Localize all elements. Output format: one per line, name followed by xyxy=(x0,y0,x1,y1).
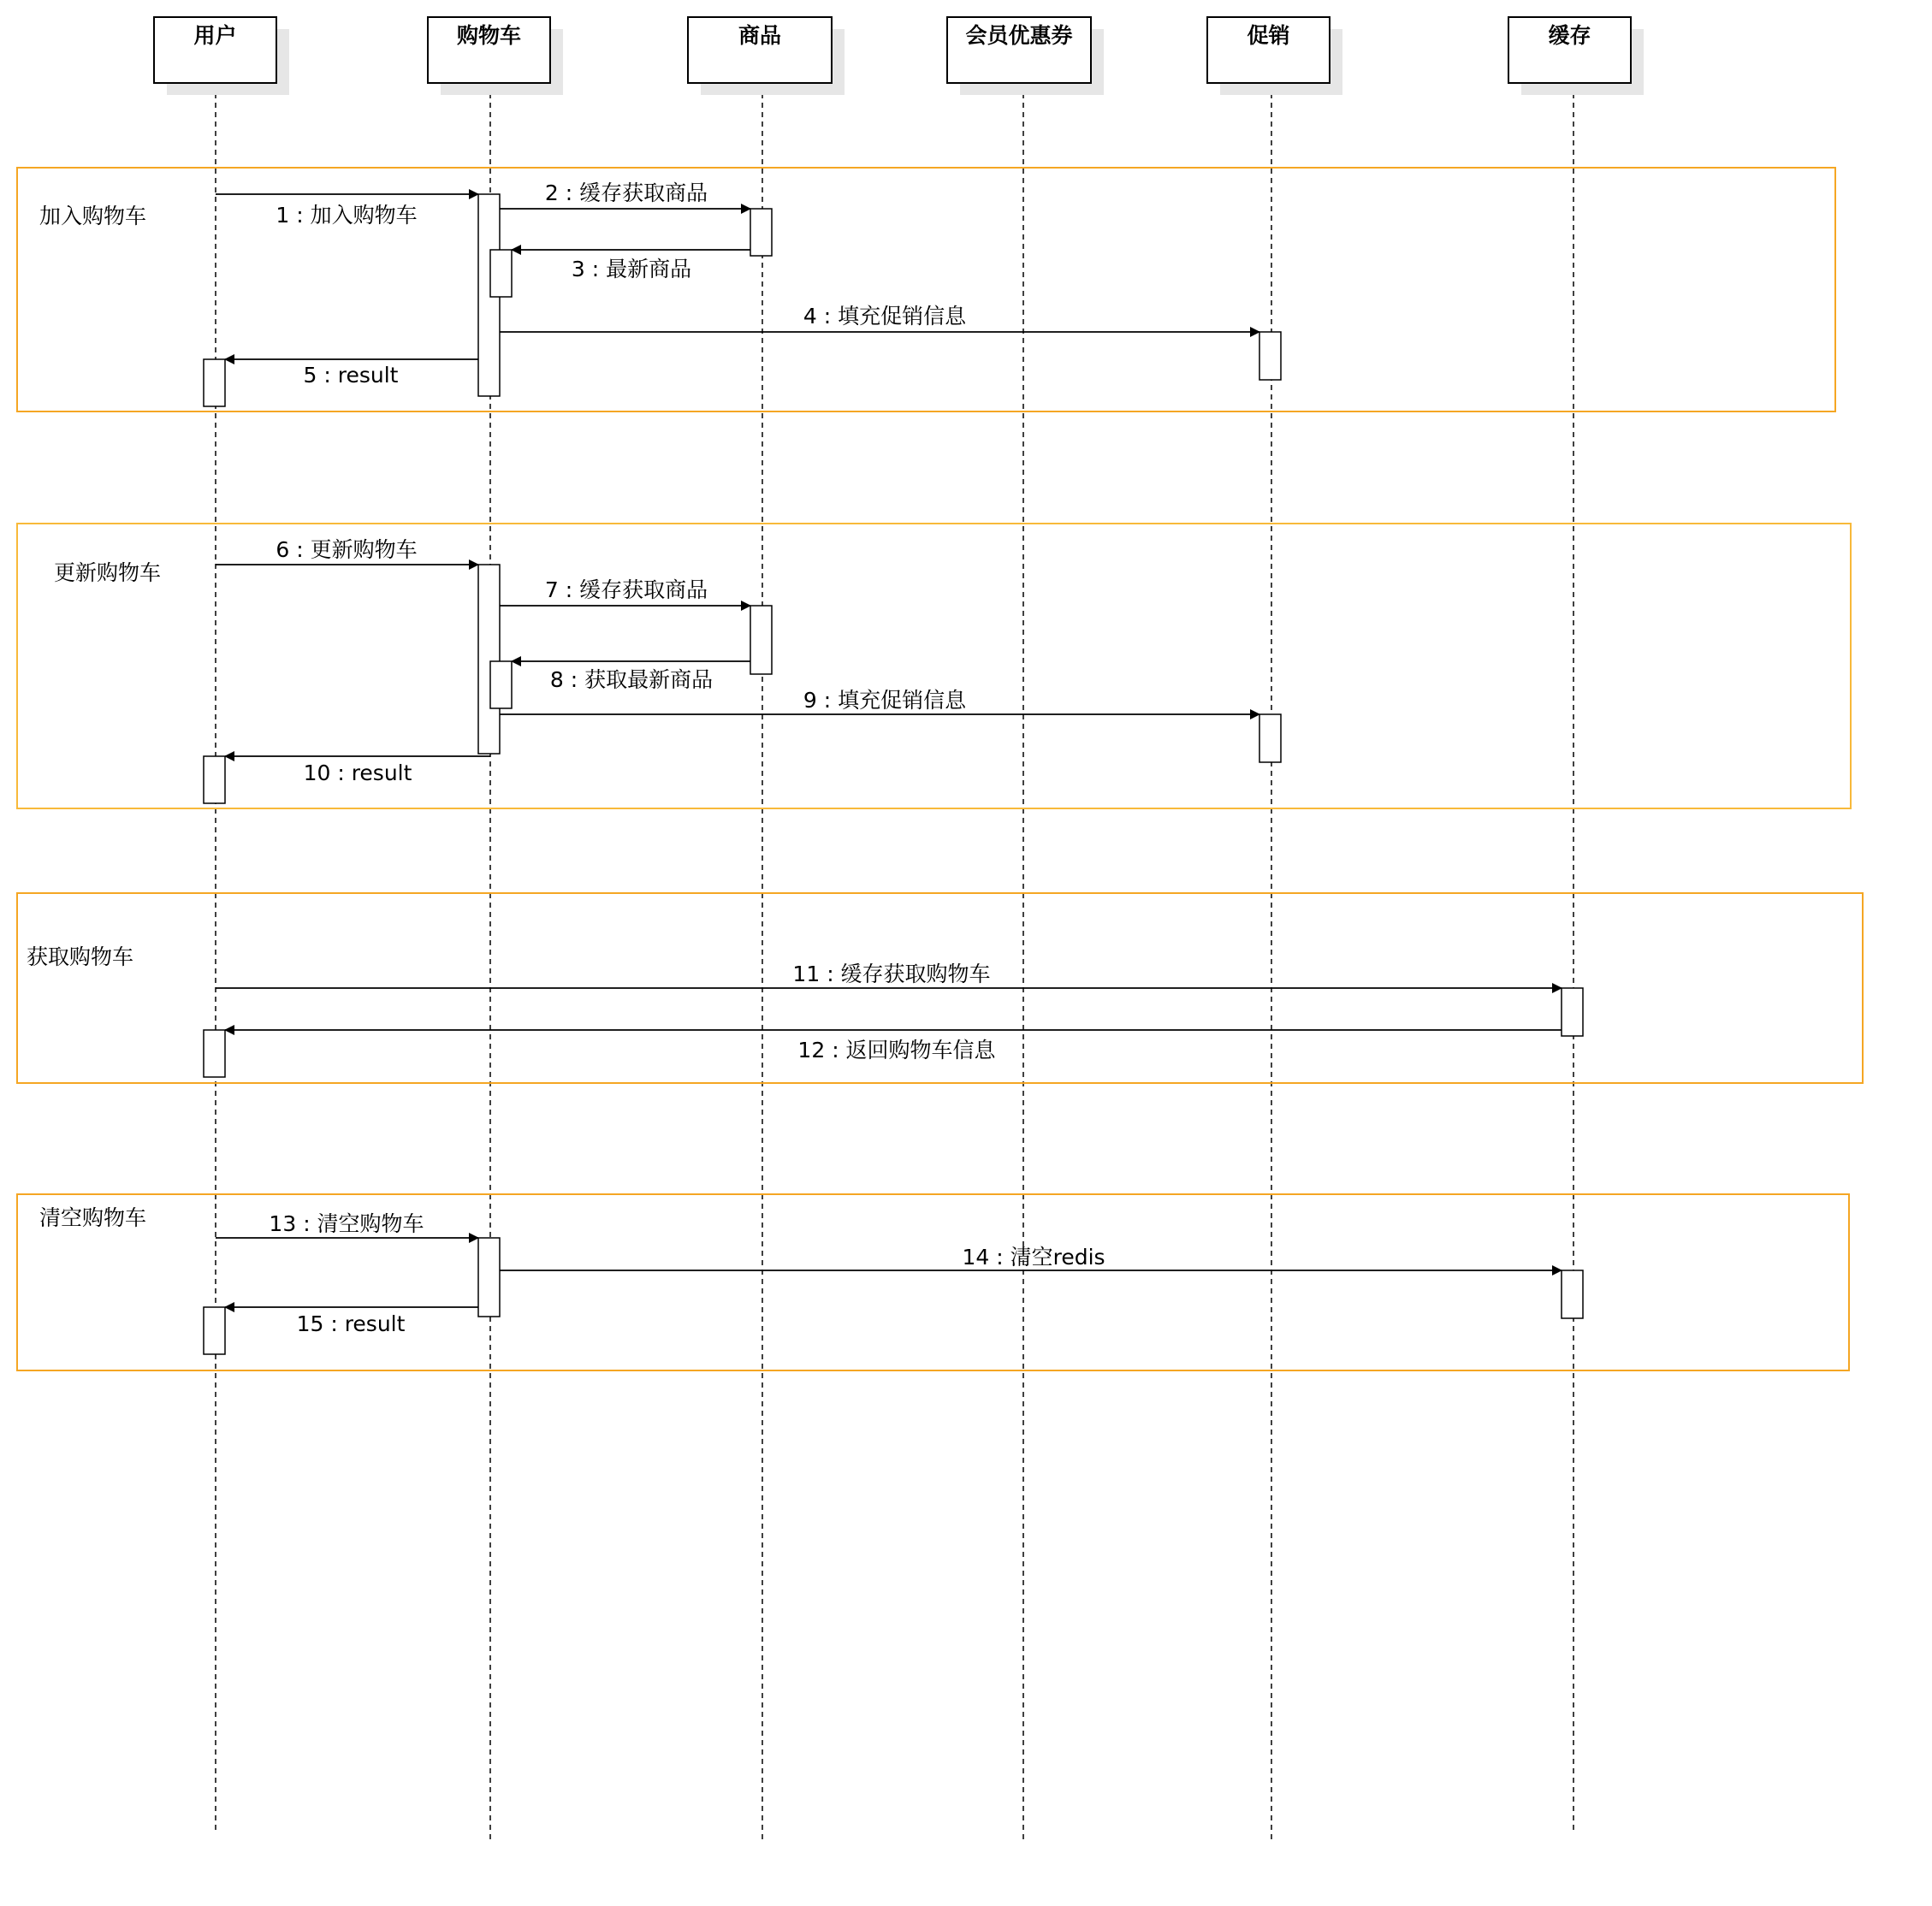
message-label-15: 15 : result xyxy=(296,1311,406,1336)
message-label-9: 9 : 填充促销信息 xyxy=(803,688,967,713)
lifelines xyxy=(216,84,1573,1839)
message-label-11: 11 : 缓存获取购物车 xyxy=(792,962,991,986)
participant-label-product: 商品 xyxy=(738,23,781,48)
message-arrows xyxy=(216,194,1562,1307)
participant-promo[interactable] xyxy=(1207,17,1342,95)
activation-cart-4 xyxy=(478,1238,500,1317)
message-label-14: 14 : 清空redis xyxy=(962,1245,1105,1270)
participant-label-coupon: 会员优惠券 xyxy=(965,23,1073,48)
activation-promo-2 xyxy=(1259,714,1281,762)
activation-cache-4 xyxy=(1562,1270,1583,1318)
frames xyxy=(17,168,1863,1370)
message-label-2: 2 : 缓存获取商品 xyxy=(544,181,708,205)
participant-coupon[interactable] xyxy=(947,17,1104,95)
frame-label-add-cart: 加入购物车 xyxy=(39,204,147,228)
activation-user-2 xyxy=(204,756,225,803)
participant-label-cart: 购物车 xyxy=(456,23,521,48)
activation-cache-3 xyxy=(1562,988,1583,1036)
activation-user-3 xyxy=(204,1030,225,1077)
participant-label-user: 用户 xyxy=(193,23,237,48)
message-label-13: 13 : 清空购物车 xyxy=(269,1211,424,1236)
participant-product[interactable] xyxy=(688,17,845,95)
activation-product-1 xyxy=(750,209,772,256)
message-label-7: 7 : 缓存获取商品 xyxy=(544,577,708,602)
activation-cart-1b xyxy=(490,250,512,297)
activation-user-1 xyxy=(204,359,225,406)
frame-label-update-cart: 更新购物车 xyxy=(54,560,162,585)
participant-cart[interactable] xyxy=(428,17,563,95)
frame-update-cart[interactable] xyxy=(17,524,1851,808)
frame-label-get-cart: 获取购物车 xyxy=(27,944,134,969)
activation-product-2 xyxy=(750,606,772,674)
frame-add-cart[interactable] xyxy=(17,168,1835,411)
message-label-10: 10 : result xyxy=(303,761,412,785)
participants xyxy=(154,17,1644,95)
participant-user[interactable] xyxy=(154,17,289,95)
frame-label-clear-cart: 清空购物车 xyxy=(39,1205,147,1230)
message-label-8: 8 : 获取最新商品 xyxy=(549,667,714,692)
participant-cache[interactable] xyxy=(1508,17,1644,95)
message-label-6: 6 : 更新购物车 xyxy=(276,537,418,562)
activations xyxy=(204,194,1583,1354)
message-label-3: 3 : 最新商品 xyxy=(571,257,692,281)
message-label-4: 4 : 填充促销信息 xyxy=(803,304,967,329)
message-label-1: 1 : 加入购物车 xyxy=(276,203,418,228)
message-label-5: 5 : result xyxy=(303,363,399,388)
activation-promo-1 xyxy=(1259,332,1281,380)
activation-cart-2 xyxy=(478,565,500,754)
activation-cart-2b xyxy=(490,661,512,708)
participant-label-promo: 促销 xyxy=(1247,23,1290,48)
message-label-12: 12 : 返回购物车信息 xyxy=(797,1038,996,1063)
activation-user-4 xyxy=(204,1307,225,1354)
participant-label-cache: 缓存 xyxy=(1548,23,1591,48)
